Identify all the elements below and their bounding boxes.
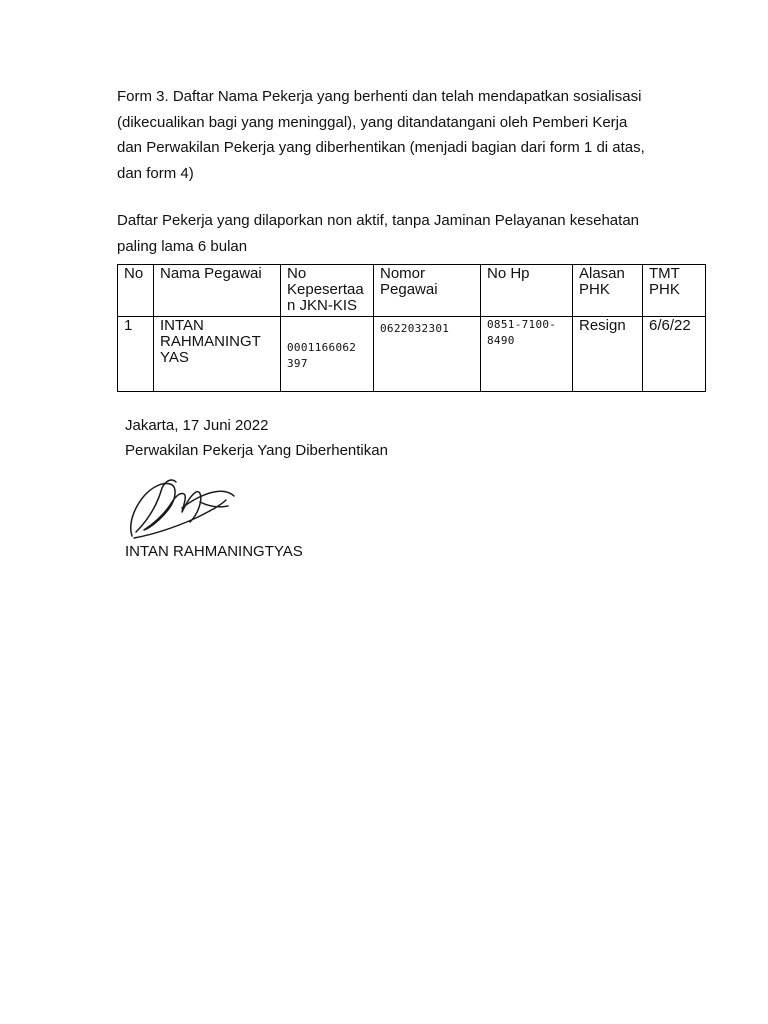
header-no-kepesertaan: No Kepesertaa n JKN-KIS bbox=[281, 265, 374, 317]
handwritten-signature bbox=[126, 472, 238, 540]
header-tmt-phk: TMT PHK bbox=[643, 265, 706, 317]
cell-nama-pegawai: INTAN RAHMANINGT YAS bbox=[154, 317, 281, 392]
cell-tmt-phk: 6/6/22 bbox=[643, 317, 706, 392]
table-header-row bbox=[118, 265, 706, 317]
cell-nomor-pegawai: 0622032301 bbox=[374, 317, 481, 392]
cell-no: 1 bbox=[118, 317, 154, 392]
subhead-line-2: paling lama 6 bulan bbox=[117, 237, 248, 255]
list-description bbox=[117, 208, 677, 259]
intro-line-3: dan Perwakilan Pekerja yang diberhentikan (menjadi bagian dari form 1 di atas, bbox=[117, 139, 645, 157]
header-nomor-pegawai: Nomor Pegawai bbox=[374, 265, 481, 317]
workers-table bbox=[117, 264, 706, 392]
header-alasan-phk: Alasan PHK bbox=[573, 265, 643, 317]
header-nama-pegawai: Nama Pegawai bbox=[154, 265, 281, 317]
signer-role: Perwakilan Pekerja Yang Diberhentikan bbox=[125, 442, 388, 459]
intro-line-1: Form 3. Daftar Nama Pekerja yang berhenti dan telah mendapatkan sosialisasi bbox=[117, 88, 642, 105]
table-row bbox=[118, 317, 706, 392]
header-no-hp: No Hp bbox=[481, 265, 573, 317]
header-no: No bbox=[118, 265, 154, 317]
form-intro-paragraph bbox=[117, 84, 655, 186]
cell-no-kepesertaan: 0001166062 397 bbox=[281, 317, 374, 392]
signer-name: INTAN RAHMANINGTYAS bbox=[125, 543, 303, 560]
signature-block bbox=[125, 413, 388, 463]
cell-alasan-phk: Resign bbox=[573, 317, 643, 392]
subhead-line-1: Daftar Pekerja yang dilaporkan non aktif, tanpa Jaminan Pelayanan kesehatan bbox=[117, 212, 640, 229]
place-date: Jakarta, 17 Juni 2022 bbox=[125, 417, 269, 434]
intro-line-4: dan form 4) bbox=[117, 164, 194, 182]
cell-no-hp: 0851-7100- 8490 bbox=[481, 317, 573, 392]
intro-line-2: (dikecualikan bagi yang meninggal), yang ditandatangani oleh Pemberi Kerja bbox=[117, 113, 628, 131]
